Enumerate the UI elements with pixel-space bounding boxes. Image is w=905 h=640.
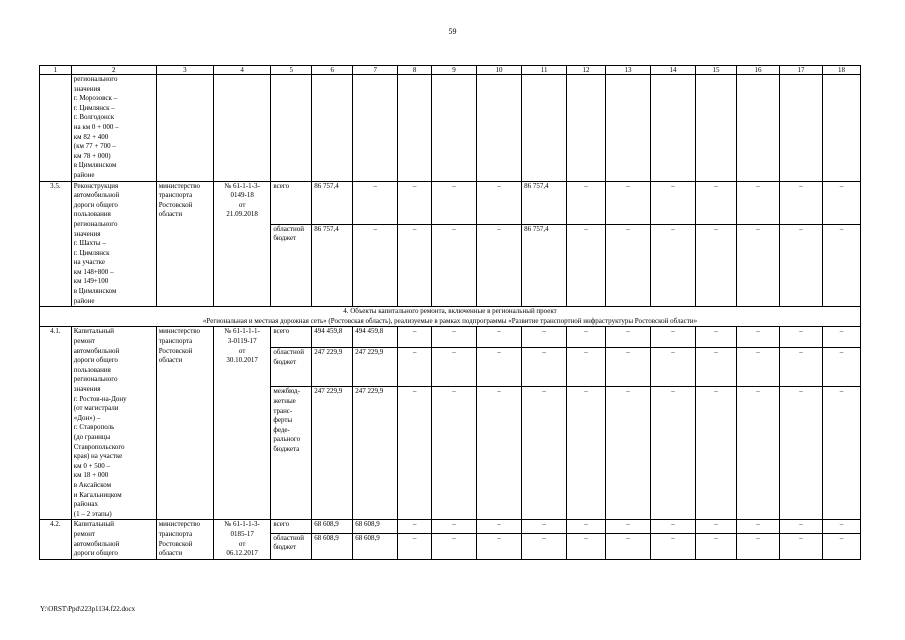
amount-empty-dash: – <box>398 327 432 348</box>
amount-empty-dash: – <box>822 533 860 559</box>
text-line: рального <box>273 435 301 444</box>
text-line: значения <box>73 385 101 393</box>
text-line: Ростовской <box>158 346 193 355</box>
amount-c6: 86 757,4 <box>312 181 353 224</box>
text-line: ремонт <box>73 337 96 346</box>
amount-empty-dash: – <box>398 520 432 534</box>
amount-c10: – <box>477 181 522 224</box>
funding-source-cell <box>271 387 312 520</box>
amount-empty-dash: – <box>736 520 779 534</box>
text-line: (км 77 + 700 – <box>73 142 116 151</box>
amount-c8: – <box>398 181 432 224</box>
text-line: на км 0 + 000 – <box>73 122 119 131</box>
text-line: бюджет <box>273 357 297 366</box>
text-line: от <box>238 346 246 355</box>
object-name-cell <box>71 327 156 520</box>
document-cell <box>214 327 271 520</box>
text-line: автомобильной <box>73 346 120 355</box>
text-line: ферты <box>273 416 293 425</box>
text-line: № 61-1-1-3- <box>224 520 260 529</box>
column-number-6: 6 <box>312 66 353 75</box>
amount-empty-dash: – <box>736 224 779 306</box>
amount-empty-dash: – <box>779 520 822 534</box>
amount-empty-dash: – <box>567 387 606 520</box>
text-line: в Цимлянском <box>73 161 117 170</box>
funding-source-cell <box>271 327 312 348</box>
text-line: регионального <box>73 375 118 384</box>
amount-empty-dash: – <box>432 348 477 387</box>
text-line: автомобильной <box>73 539 120 548</box>
amount-empty-dash: – <box>696 181 737 224</box>
text-line: 3-0119-17 <box>227 337 257 346</box>
text-line: км 78 + 000) <box>73 151 111 160</box>
column-number-14: 14 <box>651 66 696 75</box>
amount-empty-dash: – <box>736 348 779 387</box>
section-4-heading <box>40 307 861 327</box>
text-line: автомобильной <box>73 191 120 200</box>
text-line: № 61-1-1-3- <box>224 181 260 190</box>
text-line: края) на участке <box>73 452 123 461</box>
amount-c6: 68 608,9 <box>312 520 353 534</box>
amount-c6: 68 608,9 <box>312 533 353 559</box>
amount-empty-dash: – <box>477 327 522 348</box>
column-number-18: 18 <box>822 66 860 75</box>
column-number-9: 9 <box>432 66 477 75</box>
column-number-16: 16 <box>736 66 779 75</box>
amount-empty-dash: – <box>779 348 822 387</box>
text-line: районе <box>73 296 95 305</box>
table-row <box>40 520 861 534</box>
amount-empty-dash: – <box>696 348 737 387</box>
table-row <box>40 327 861 348</box>
investment-table <box>39 65 861 560</box>
amount-c7: 68 608,9 <box>353 533 398 559</box>
text-line: областной <box>273 533 304 542</box>
text-line: всего <box>273 181 290 190</box>
amount-empty-dash: – <box>696 520 737 534</box>
amount-empty-dash: – <box>651 520 696 534</box>
text-line: 21.09.2018 <box>226 210 258 219</box>
table-row <box>40 75 861 182</box>
amount-empty-dash: – <box>696 387 737 520</box>
text-line: в Цимлянском <box>73 287 117 296</box>
amount-empty-dash: – <box>432 387 477 520</box>
table-row <box>40 181 861 224</box>
text-line: 0149-18 <box>230 191 254 200</box>
amount-c7: 247 229,9 <box>353 387 398 520</box>
amount-c8: – <box>398 224 432 306</box>
text-line: км 18 + 000 <box>73 471 109 480</box>
amount-empty-dash: – <box>651 181 696 224</box>
amount-empty-dash: – <box>651 387 696 520</box>
amount-empty-dash: – <box>779 327 822 348</box>
amount-empty-dash: – <box>736 533 779 559</box>
text-line: бюджета <box>273 444 300 453</box>
text-line: всего <box>273 327 290 336</box>
funding-source-cell <box>271 224 312 306</box>
funding-source-cell <box>271 520 312 534</box>
text-line: (от магистрали <box>73 404 119 413</box>
amount-empty-dash: – <box>522 327 567 348</box>
amount-c9: – <box>432 224 477 306</box>
amount-empty-dash: – <box>822 520 860 534</box>
customer-cell <box>156 181 213 307</box>
text-line: транспорта <box>158 337 193 346</box>
amount-empty-dash: – <box>651 327 696 348</box>
amount-empty-dash: – <box>822 348 860 387</box>
object-name-cell <box>71 75 156 182</box>
text-line: транспорта <box>158 191 193 200</box>
text-line: г. Цимлянск <box>73 248 110 257</box>
funding-source-cell <box>271 181 312 224</box>
text-line: районах <box>73 500 98 509</box>
amount-empty-dash: – <box>522 520 567 534</box>
amount-empty-dash: – <box>651 224 696 306</box>
amount-c6: 86 757,4 <box>312 224 353 306</box>
amount-empty-dash: – <box>822 224 860 306</box>
object-name-cell <box>71 181 156 307</box>
text-line: Капитальный <box>73 327 115 336</box>
text-line: бюджет <box>273 234 297 243</box>
text-line: районе <box>73 170 95 179</box>
amount-empty-dash: – <box>605 224 650 306</box>
file-path-footer: Y:\ORST\Ppd\223p1134.f22.docx <box>40 605 136 613</box>
column-number-10: 10 <box>477 66 522 75</box>
text-line: от <box>238 200 246 209</box>
amount-empty-dash: – <box>736 181 779 224</box>
amount-empty-dash: – <box>779 387 822 520</box>
amount-empty-dash: – <box>605 520 650 534</box>
customer-cell <box>156 520 213 559</box>
amount-empty-dash: – <box>398 348 432 387</box>
amount-empty-dash: – <box>651 348 696 387</box>
amount-empty-dash: – <box>779 533 822 559</box>
text-line: пользования <box>73 210 111 219</box>
amount-empty-dash: – <box>522 533 567 559</box>
text-line: 06.12.2017 <box>226 549 258 558</box>
object-name-cell <box>71 520 156 559</box>
text-line: Ставропольского <box>73 442 125 451</box>
text-line: жетные <box>273 397 296 406</box>
amount-c6: 494 459,8 <box>312 327 353 348</box>
text-line: км 149+100 <box>73 277 109 286</box>
text-line: транс- <box>273 406 293 415</box>
amount-empty-dash: – <box>822 387 860 520</box>
text-line: Капитальный <box>73 520 115 529</box>
amount-empty-dash: – <box>522 387 567 520</box>
amount-c7: 247 229,9 <box>353 348 398 387</box>
text-line: межбюд- <box>273 387 300 396</box>
amount-empty-dash: – <box>477 533 522 559</box>
amount-empty-dash: – <box>567 327 606 348</box>
text-line: «Дон») – <box>73 413 101 422</box>
document-cell <box>214 181 271 307</box>
amount-empty-dash: – <box>432 327 477 348</box>
document-cell <box>214 520 271 559</box>
text-line: км 0 + 500 – <box>73 461 111 470</box>
page-number: 59 <box>448 27 457 36</box>
amount-empty-dash: – <box>696 224 737 306</box>
amount-empty-dash: – <box>567 224 606 306</box>
amount-empty-dash: – <box>567 181 606 224</box>
text-line: 30.10.2017 <box>226 356 258 365</box>
column-number-2: 2 <box>71 66 156 75</box>
text-line: Реконструкция <box>73 181 119 190</box>
text-line: (1 – 2 этапы) <box>73 509 112 518</box>
text-line: феде- <box>273 425 290 434</box>
amount-empty-dash: – <box>736 387 779 520</box>
text-line: пользования <box>73 365 111 374</box>
section-title-line-2: «Региональная и местная дорожная сеть» (Ростовская область), реализуемые в рамках подпрограммы «Развитие транспортной инфраструктуры Ростовской области» <box>202 316 698 325</box>
text-line: транспорта <box>158 529 193 538</box>
amount-empty-dash: – <box>477 387 522 520</box>
text-line: регионального <box>73 75 118 83</box>
amount-empty-dash: – <box>398 533 432 559</box>
amount-empty-dash: – <box>779 181 822 224</box>
amount-c10: – <box>477 224 522 306</box>
column-number-13: 13 <box>605 66 650 75</box>
section-title-line-1: 4. Объекты капитального ремонта, включенные в региональный проект <box>343 307 557 316</box>
amount-empty-dash: – <box>398 387 432 520</box>
customer-cell <box>156 327 213 520</box>
amount-c6: 247 229,9 <box>312 348 353 387</box>
amount-empty-dash: – <box>522 348 567 387</box>
funding-source-cell <box>271 533 312 559</box>
text-line: от <box>238 539 246 548</box>
text-line: г. Шахты – <box>73 239 106 248</box>
text-line: значения <box>73 229 101 238</box>
amount-empty-dash: – <box>567 533 606 559</box>
row-number-cell: 4.2. <box>40 520 72 559</box>
amount-empty-dash: – <box>605 181 650 224</box>
row-4-1 <box>40 327 861 520</box>
text-line: № 61-1-1-1- <box>224 327 260 336</box>
amount-empty-dash: – <box>736 327 779 348</box>
amount-empty-dash: – <box>651 533 696 559</box>
text-line: дороги общего <box>73 549 118 558</box>
row-number-cell: 4.1. <box>40 327 72 520</box>
row-number-cell: 3.5. <box>40 181 72 307</box>
amount-c9: – <box>432 181 477 224</box>
row-4-2 <box>40 520 861 559</box>
text-line: (до границы <box>73 432 111 441</box>
text-line: министерство <box>158 181 201 190</box>
amount-empty-dash: – <box>605 387 650 520</box>
column-number-11: 11 <box>522 66 567 75</box>
text-line: г. Цимлянск – <box>73 103 115 112</box>
column-number-5: 5 <box>271 66 312 75</box>
text-line: на участке <box>73 258 105 267</box>
amount-empty-dash: – <box>432 520 477 534</box>
text-line: Ростовской <box>158 200 193 209</box>
text-line: области <box>158 356 183 365</box>
amount-empty-dash: – <box>605 348 650 387</box>
text-line: областной <box>273 348 304 357</box>
text-line: дороги общего <box>73 200 118 209</box>
amount-c11: 86 757,4 <box>522 224 567 306</box>
text-line: всего <box>273 520 290 529</box>
row-3-5 <box>40 181 861 307</box>
amount-empty-dash: – <box>605 533 650 559</box>
amount-c6: 247 229,9 <box>312 387 353 520</box>
column-number-12: 12 <box>567 66 606 75</box>
text-line: г. Морозовск – <box>73 94 118 103</box>
amount-c11: 86 757,4 <box>522 181 567 224</box>
text-line: км 148+800 – <box>73 267 114 276</box>
text-line: министерство <box>158 520 201 529</box>
amount-c7: – <box>353 224 398 306</box>
text-line: бюджет <box>273 543 297 552</box>
text-line: министерство <box>158 327 201 336</box>
amount-empty-dash: – <box>779 224 822 306</box>
text-line: значения <box>73 84 101 93</box>
amount-c7: 68 608,9 <box>353 520 398 534</box>
amount-empty-dash: – <box>822 327 860 348</box>
text-line: км 82 + 400 <box>73 132 109 141</box>
text-line: Ростовской <box>158 539 193 548</box>
column-number-4: 4 <box>214 66 271 75</box>
amount-c7: 494 459,8 <box>353 327 398 348</box>
amount-empty-dash: – <box>567 348 606 387</box>
column-number-row <box>40 66 861 75</box>
column-number-3: 3 <box>156 66 213 75</box>
column-number-17: 17 <box>779 66 822 75</box>
text-line: дороги общего <box>73 356 118 365</box>
amount-empty-dash: – <box>567 520 606 534</box>
text-line: областной <box>273 224 304 233</box>
text-line: г. Волгодонск <box>73 113 115 122</box>
text-line: области <box>158 549 183 558</box>
amount-empty-dash: – <box>696 327 737 348</box>
column-number-8: 8 <box>398 66 432 75</box>
column-number-7: 7 <box>353 66 398 75</box>
text-line: ремонт <box>73 529 96 538</box>
column-number-1: 1 <box>40 66 72 75</box>
text-line: в Аксайском <box>73 480 112 489</box>
text-line: г. Ставрополь <box>73 423 115 432</box>
text-line: области <box>158 210 183 219</box>
text-line: 0185-17 <box>230 529 254 538</box>
text-line: регионального <box>73 219 118 228</box>
text-line: г. Ростов-на-Дону <box>73 394 127 403</box>
amount-c7: – <box>353 181 398 224</box>
funding-source-cell <box>271 348 312 387</box>
amount-empty-dash: – <box>477 348 522 387</box>
amount-empty-dash: – <box>822 181 860 224</box>
column-number-15: 15 <box>696 66 737 75</box>
row-number-cell <box>40 75 72 182</box>
amount-empty-dash: – <box>432 533 477 559</box>
amount-empty-dash: – <box>605 327 650 348</box>
text-line: и Кагальницком <box>73 490 122 499</box>
amount-empty-dash: – <box>696 533 737 559</box>
amount-empty-dash: – <box>477 520 522 534</box>
